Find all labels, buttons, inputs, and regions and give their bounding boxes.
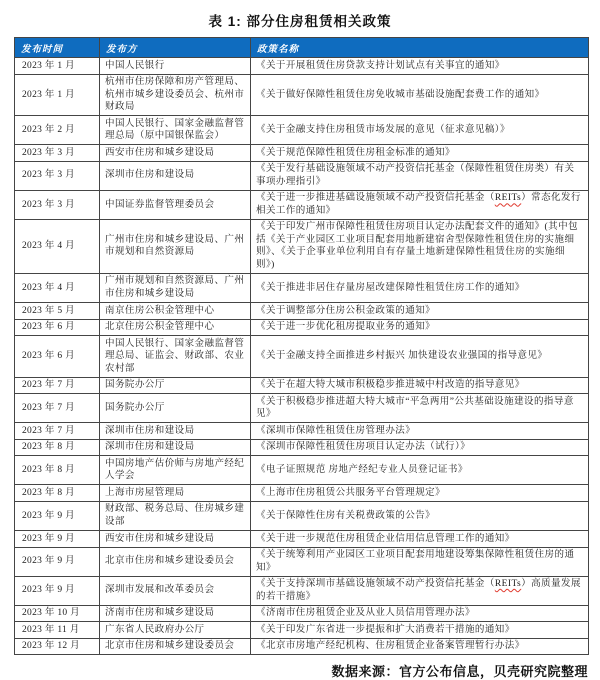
- cell-publisher: 国务院办公厅: [100, 377, 251, 394]
- cell-date: 2023 年 7 月: [15, 394, 100, 423]
- cell-policy: 《关于保障性住房有关税费政策的公告》: [251, 501, 589, 530]
- cell-date: 2023 年 8 月: [15, 439, 100, 456]
- spellcheck-squiggle: REITs: [494, 193, 522, 204]
- table-row: [15, 116, 589, 145]
- table-row: [15, 531, 589, 548]
- table-row: [15, 190, 589, 219]
- cell-date: 2023 年 6 月: [15, 336, 100, 378]
- cell-policy: 《关于支持深圳市基础设施领域不动产投资信托基金（REITs）高质量发展的若干措施》: [251, 576, 589, 605]
- policy-table: [14, 37, 589, 655]
- cell-publisher: 国务院办公厅: [100, 394, 251, 423]
- cell-date: 2023 年 9 月: [15, 547, 100, 576]
- table-row: [15, 145, 589, 162]
- cell-date: 2023 年 6 月: [15, 319, 100, 336]
- col-header-publish-date: 发布时间: [15, 38, 100, 58]
- cell-policy: 《关于做好保障性租赁住房免收城市基础设施配套费工作的通知》: [251, 74, 589, 116]
- cell-policy: 《关于在超大特大城市积极稳步推进城中村改造的指导意见》: [251, 377, 589, 394]
- cell-policy: 《关于进一步优化租房提取业务的通知》: [251, 319, 589, 336]
- table-row: [15, 576, 589, 605]
- cell-date: 2023 年 2 月: [15, 116, 100, 145]
- cell-policy: 《关于推进非居住存量房屋改建保障性租赁住房工作的通知》: [251, 273, 589, 302]
- cell-publisher: 北京市住房和城乡建设委员会: [100, 638, 251, 655]
- spellcheck-squiggle: REITs: [494, 579, 522, 590]
- cell-date: 2023 年 7 月: [15, 377, 100, 394]
- cell-publisher: 中国人民银行、国家金融监督管理总局（原中国银保监会）: [100, 116, 251, 145]
- cell-policy: 《关于规范保障性租赁住房租金标准的通知》: [251, 145, 589, 162]
- cell-publisher: 深圳市发展和改革委员会: [100, 576, 251, 605]
- cell-date: 2023 年 5 月: [15, 303, 100, 320]
- table-row: [15, 273, 589, 302]
- cell-publisher: 深圳市住房和建设局: [100, 439, 251, 456]
- cell-policy: 《关于开展租赁住房贷款支持计划试点有关事宜的通知》: [251, 58, 589, 75]
- table-row: [15, 485, 589, 502]
- cell-policy: 《关于调整部分住房公积金政策的通知》: [251, 303, 589, 320]
- cell-date: 2023 年 8 月: [15, 485, 100, 502]
- cell-policy: 《济南市住房租赁企业及从业人员信用管理办法》: [251, 605, 589, 622]
- cell-policy: 《电子证照规范 房地产经纪专业人员登记证书》: [251, 456, 589, 485]
- col-header-policy-name: 政策名称: [251, 38, 589, 58]
- cell-publisher: 北京市住房和城乡建设委员会: [100, 547, 251, 576]
- table-row: [15, 74, 589, 116]
- table-row: [15, 605, 589, 622]
- cell-publisher: 中国人民银行: [100, 58, 251, 75]
- table-row: [15, 501, 589, 530]
- table-row: [15, 622, 589, 639]
- cell-policy: 《关于金融支持全面推进乡村振兴 加快建设农业强国的指导意见》: [251, 336, 589, 378]
- cell-publisher: 上海市房屋管理局: [100, 485, 251, 502]
- table-title: 表 1: 部分住房租赁相关政策: [208, 14, 392, 29]
- cell-policy: 《关于印发广东省进一步提振和扩大消费若干措施的通知》: [251, 622, 589, 639]
- cell-date: 2023 年 3 月: [15, 190, 100, 219]
- cell-policy: 《北京市房地产经纪机构、住房租赁企业备案管理暂行办法》: [251, 638, 589, 655]
- cell-publisher: 中国人民银行、国家金融监督管理总局、证监会、财政部、农业农村部: [100, 336, 251, 378]
- data-source-note: 数据来源：官方公布信息，贝壳研究院整理: [331, 664, 588, 680]
- table-row: [15, 58, 589, 75]
- cell-date: 2023 年 8 月: [15, 456, 100, 485]
- cell-publisher: 西安市住房和城乡建设局: [100, 145, 251, 162]
- table-row: [15, 161, 589, 190]
- cell-policy: 《关于进一步推进基础设施领域不动产投资信托基金（REITs）常态化发行相关工作的通知》: [251, 190, 589, 219]
- table-row: [15, 303, 589, 320]
- table-row: [15, 319, 589, 336]
- table-row: [15, 394, 589, 423]
- cell-publisher: 济南市住房和城乡建设局: [100, 605, 251, 622]
- cell-policy: 《关于积极稳步推进超大特大城市“平急两用”公共基础设施建设的指导意见》: [251, 394, 589, 423]
- cell-date: 2023 年 3 月: [15, 161, 100, 190]
- cell-date: 2023 年 9 月: [15, 501, 100, 530]
- cell-publisher: 中国证券监督管理委员会: [100, 190, 251, 219]
- cell-policy: 《上海市住房租赁公共服务平台管理规定》: [251, 485, 589, 502]
- cell-policy: 《关于印发广州市保障性租赁住房项目认定办法配套文件的通知》(其中包括《关于产业园区工业项目配套用地新建宿舍型保障性租赁住房的实施细则》、《关于企事业单位利用自有存量土地新建保障性租赁住房的实施细则》): [251, 219, 589, 273]
- cell-date: 2023 年 9 月: [15, 531, 100, 548]
- col-header-publisher: 发布方: [100, 38, 251, 58]
- cell-publisher: 西安市住房和城乡建设局: [100, 531, 251, 548]
- cell-date: 2023 年 1 月: [15, 74, 100, 116]
- cell-date: 2023 年 4 月: [15, 219, 100, 273]
- table-row: [15, 423, 589, 440]
- cell-date: 2023 年 10 月: [15, 605, 100, 622]
- cell-date: 2023 年 7 月: [15, 423, 100, 440]
- cell-publisher: 广州市规划和自然资源局、广州市住房和城乡建设局: [100, 273, 251, 302]
- cell-policy: 《深圳市保障性租赁住房项目认定办法（试行）》: [251, 439, 589, 456]
- cell-publisher: 财政部、税务总局、住房城乡建设部: [100, 501, 251, 530]
- cell-date: 2023 年 3 月: [15, 145, 100, 162]
- cell-publisher: 中国房地产估价师与房地产经纪人学会: [100, 456, 251, 485]
- table-row: [15, 219, 589, 273]
- cell-policy: 《关于发行基础设施领域不动产投资信托基金（保障性租赁住房类）有关事项办理指引》: [251, 161, 589, 190]
- table-row: [15, 456, 589, 485]
- table-row: [15, 377, 589, 394]
- cell-publisher: 广东省人民政府办公厅: [100, 622, 251, 639]
- cell-publisher: 南京住房公积金管理中心: [100, 303, 251, 320]
- header-row: [15, 38, 589, 58]
- cell-publisher: 深圳市住房和建设局: [100, 161, 251, 190]
- cell-publisher: 广州市住房和城乡建设局、广州市规划和自然资源局: [100, 219, 251, 273]
- cell-date: 2023 年 12 月: [15, 638, 100, 655]
- table-row: [15, 547, 589, 576]
- cell-publisher: 北京住房公积金管理中心: [100, 319, 251, 336]
- cell-publisher: 深圳市住房和建设局: [100, 423, 251, 440]
- cell-date: 2023 年 11 月: [15, 622, 100, 639]
- table-row: [15, 439, 589, 456]
- cell-date: 2023 年 9 月: [15, 576, 100, 605]
- cell-date: 2023 年 1 月: [15, 58, 100, 75]
- cell-policy: 《关于统筹利用产业园区工业项目配套用地建设筹集保障性租赁住房的通知》: [251, 547, 589, 576]
- cell-policy: 《深圳市保障性租赁住房管理办法》: [251, 423, 589, 440]
- table-row: [15, 638, 589, 655]
- cell-publisher: 杭州市住房保障和房产管理局、杭州市城乡建设委员会、杭州市财政局: [100, 74, 251, 116]
- cell-date: 2023 年 4 月: [15, 273, 100, 302]
- cell-policy: 《关于进一步规范住房租赁企业信用信息管理工作的通知》: [251, 531, 589, 548]
- table-row: [15, 336, 589, 378]
- table-body: [15, 58, 589, 655]
- cell-policy: 《关于金融支持住房租赁市场发展的意见（征求意见稿）》: [251, 116, 589, 145]
